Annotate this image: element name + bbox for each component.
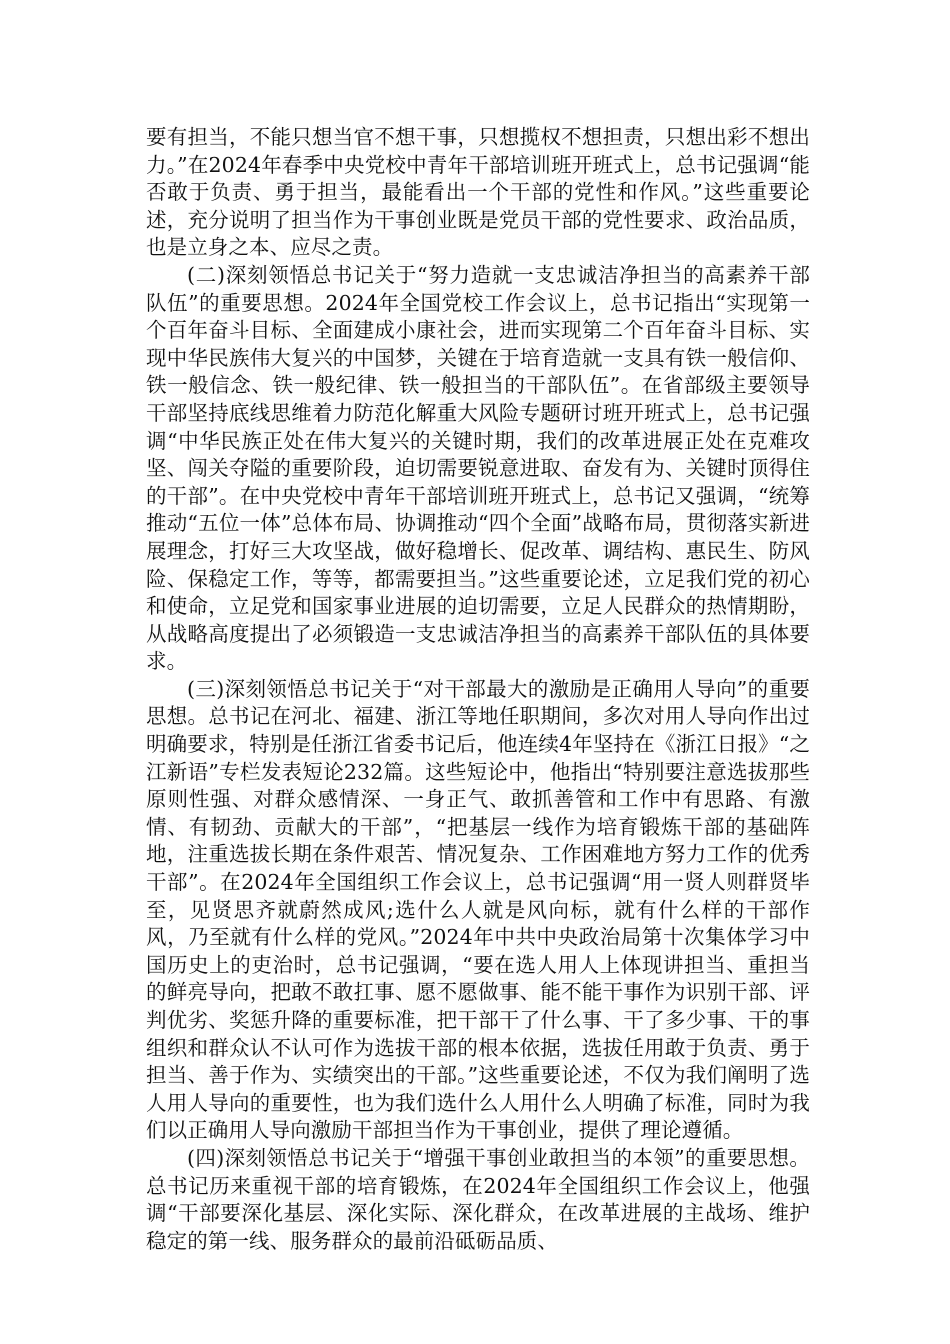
document-page xyxy=(146,124,810,1255)
paragraph-section-3: (三)深刻领悟总书记关于“对干部最大的激励是正确用人导向”的重要思想。总书记在河北、福建、浙江等地任职期间，多次对用人导向作出过明确要求，特别是任浙江省委书记后，他连续4年坚持在《浙江日报》“之江新语”专栏发表短论232篇。这些短论中，他指出“特别要注意选拔那些原则性强、对群众感情深、一身正气、敢抓善管和工作中有思路、有激情、有韧劲、贡献大的干部”，“把基层一线作为培育锻炼干部的基础阵地，注重选拔长期在条件艰苦、情况复杂、工作困难地方努力工作的优秀干部”。在2024年全国组织工作会议上，总书记强调“用一贤人则群贤毕至，见贤思齐就蔚然成风;选什么人就是风向标，就有什么样的干部作风，乃至就有什么样的党风。”2024年中共中央政治局第十次集体学习中国历史上的吏治时，总书记强调，“要在选人用人上体现讲担当、重担当的鲜亮导向，把敢不敢扛事、愿不愿做事、能不能干事作为识别干部、评判优劣、奖惩升降的重要标准，把干部干了什么事、干了多少事、干的事组织和群众认不认可作为选拔干部的根本依据，选拔任用敢于负责、勇于担当、善于作为、实绩突出的干部。”这些重要论述，不仅为我们阐明了选人用人导向的重要性，也为我们选什么人用什么人明确了标准，同时为我们以正确用人导向激励干部担当作为干事创业，提供了理论遵循。 xyxy=(146,676,810,1143)
paragraph-section-2: (二)深刻领悟总书记关于“努力造就一支忠诚洁净担当的高素养干部队伍”的重要思想。2024年全国党校工作会议上，总书记指出“实现第一个百年奋斗目标、全面建成小康社会，进而实现第二个百年奋斗目标、实现中华民族伟大复兴的中国梦，关键在于培育造就一支具有铁一般信仰、铁一般信念、铁一般纪律、铁一般担当的干部队伍”。在省部级主要领导干部坚持底线思维着力防范化解重大风险专题研讨班开班式上，总书记强调“中华民族正处在伟大复兴的关键时期，我们的改革进展正处在克难攻坚、闯关夺隘的重要阶段，迫切需要锐意进取、奋发有为、关键时顶得住的干部”。在中央党校中青年干部培训班开班式上，总书记又强调，“统筹推动“五位一体”总体布局、协调推动“四个全面”战略布局，贯彻落实新进展理念，打好三大攻坚战，做好稳增长、促改革、调结构、惠民生、防风险、保稳定工作，等等，都需要担当。”这些重要论述，立足我们党的初心和使命，立足党和国家事业进展的迫切需要，立足人民群众的热情期盼，从战略高度提出了必须锻造一支忠诚洁净担当的高素养干部队伍的具体要求。 xyxy=(146,262,810,674)
paragraph-continuation: 要有担当，不能只想当官不想干事，只想揽权不想担责，只想出彩不想出力。”在2024年春季中央党校中青年干部培训班开班式上，总书记强调“能否敢于负责、勇于担当，最能看出一个干部的党性和作风。”这些重要论述，充分说明了担当作为干事创业既是党员干部的党性要求、政治品质，也是立身之本、应尽之责。 xyxy=(146,125,810,260)
paragraph-section-4: (四)深刻领悟总书记关于“增强干事创业敢担当的本领”的重要思想。总书记历来重视干部的培育锻炼，在2024年全国组织工作会议上，他强调“干部要深化基层、深化实际、深化群众，在改革进展的主战场、维护稳定的第一线、服务群众的最前沿砥砺品质、 xyxy=(146,1145,810,1253)
